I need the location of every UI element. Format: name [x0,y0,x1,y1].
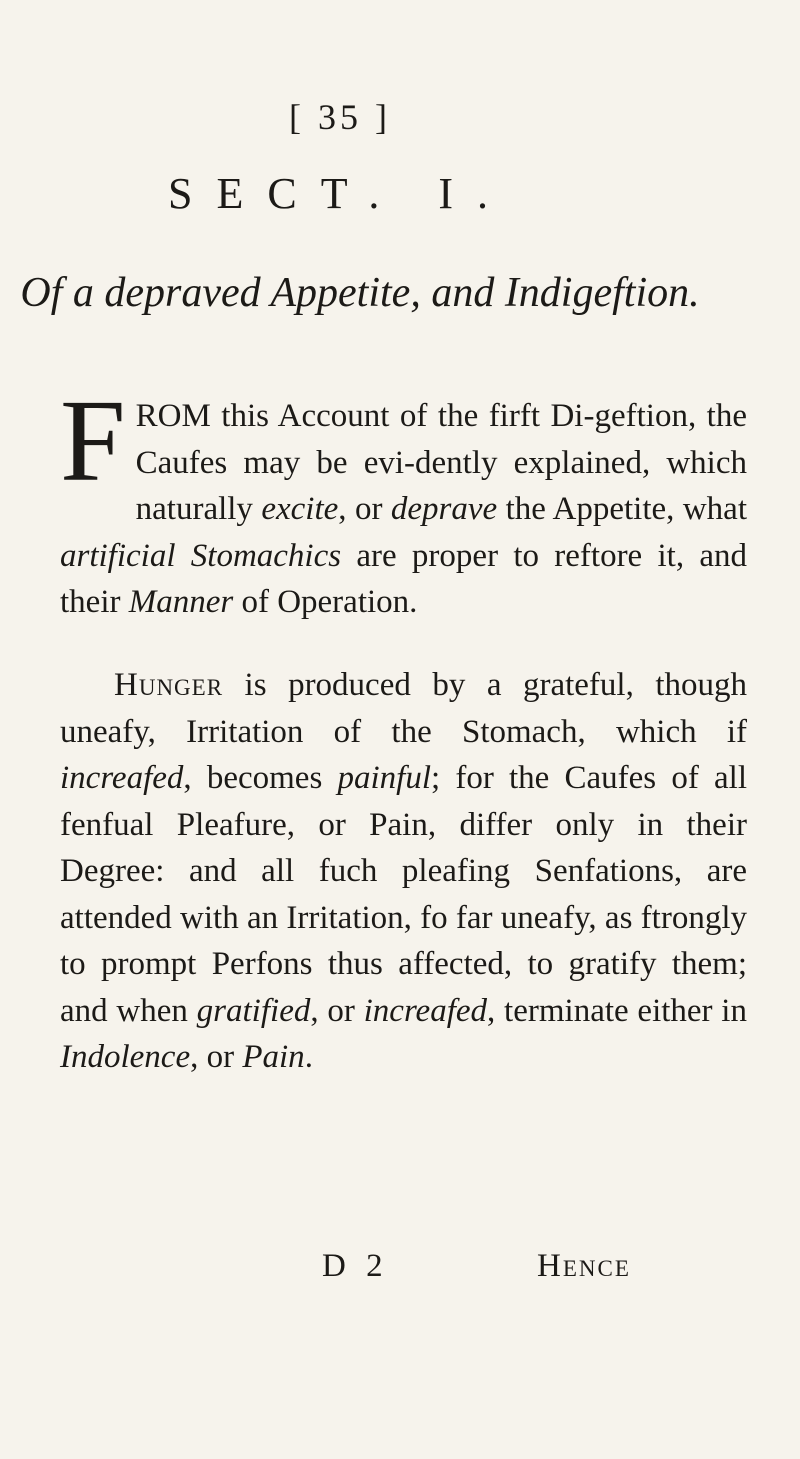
emphasis-increafed: increafed [60,760,184,796]
emphasis-deprave: deprave [390,491,498,527]
paragraph-2 [60,662,747,1081]
section-heading: SECT. I. [168,169,512,218]
lead-word: Hunger [114,667,224,703]
paragraph-2-text: . [304,1039,313,1075]
emphasis-increafed: increafed [363,992,488,1029]
paragraph-2-text: , or [310,992,364,1029]
paragraph-2-text: , or [190,1039,243,1075]
paragraph-2-text: is produced by a grateful, though uneafy, Irritation of the Stomach, which if [60,667,747,750]
paragraph-2-text: , becomes [183,760,338,796]
paragraph-1-text: of Operation. [233,584,418,620]
paragraph-1-text: are proper to reftore it, and their [60,537,747,620]
emphasis-gratified: gratified [196,992,311,1029]
emphasis-painful: painful [337,760,431,796]
paragraph-1 [60,375,747,626]
emphasis-indolence: Indolence [60,1039,191,1075]
paragraph-1-text: , or [338,491,391,527]
signature-mark: D 2 [322,1248,389,1284]
paragraph-1-text: the Appetite, what [497,491,747,527]
drop-cap: F [60,375,126,506]
paragraph-2-text: ; for the Caufes of all fenfual Pleafure, or Pain, differ only in their Degree: and all fuch pleafing Senfations, are attended with an Irritation, fo far uneafy, as ftrongly to prompt Perfons thus affected, to gratify them; and when [60,760,747,1029]
catchword: Hence [537,1248,631,1284]
page-number: [ 35 ] [289,97,391,137]
paragraph-2-text: , terminate either in [487,992,747,1029]
emphasis-pain: Pain [242,1039,305,1075]
emphasis-manner: Manner [128,584,234,620]
emphasis-artificial-stomachics: artificial Stomachics [60,537,342,574]
paragraph-1-text: ROM this Account of the firft Di-geftion, the Caufes may be evi-dently explained, which naturally [135,398,747,527]
section-title: Of a depraved Appetite, and Indigeftion. [20,270,700,316]
emphasis-excite: excite [261,491,339,527]
